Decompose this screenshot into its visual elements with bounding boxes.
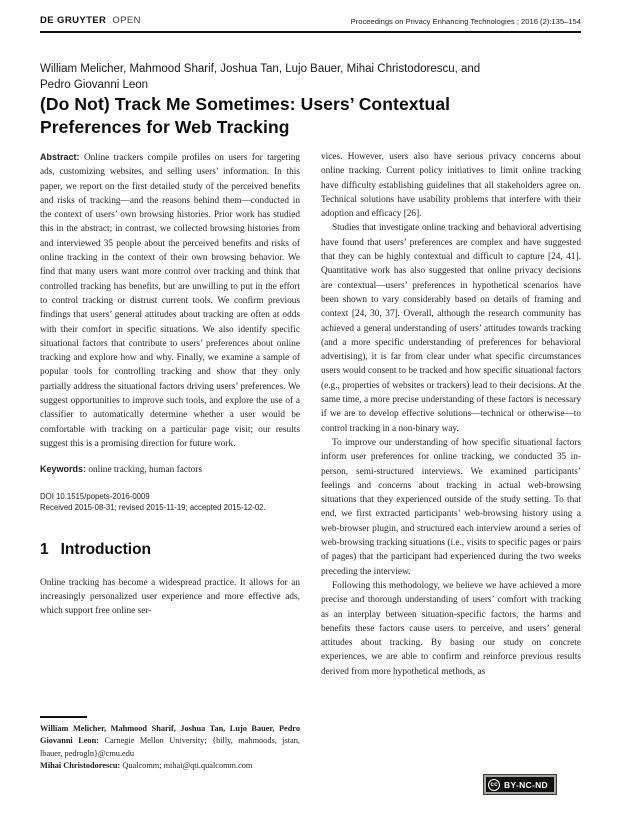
footnote-affiliation-2 [40,760,300,772]
author-list [40,62,570,93]
footnote-affiliation-1 [40,723,300,760]
keywords [40,462,300,477]
publisher-open-label: OPEN [112,15,141,26]
body-paragraph: To improve our understanding of how specific situational factors inform user preferences for online tracking, we conducted 35 in-person, semi-structured interviews. We examined participants’ feelings and concerns about tracking in actual web-browsing situations that they experienced outside of the study setting. To that end, we first extracted participants’ web-browsing history using a web-browser plugin, and structured each interview around a series of web-browsing tracking situations (i.e., visits to specific pages or pairs of pages) that the participant had experienced during the two weeks preceding the interview. [321,437,581,577]
footnote-block [40,716,300,772]
body-paragraph: Studies that investigate online tracking and behavioral advertising have found that users’ preferences are complex and have suggested that they can be highly contextual and difficult to capture [24, 41]. Quantitative work has also suggested that online privacy decisions are contextual—users’ preferences in hypothetical scenarios have been shown to vary considerably based on details of framing and context [24, 30, 37]. Overall, although the research community has achieved a general understanding of users’ attitudes towards tracking (and a more specific understanding of preferences for behavioral advertising), it is far from clear under what specific circumstances users would consent to be tracked and how specific situational factors (e.g., properties of websites or trackers) lead to their decisions. At the same time, a more precise understanding of these factors is necessary if we are to develop effective solutions—technical or otherwise—to control tracking in a non-binary way. [321,223,581,434]
publisher-logo [40,15,141,26]
footnote-rule [40,716,87,718]
section-1-number: 1 [40,540,49,558]
keywords-text: online tracking, human factors [88,465,202,476]
abstract-label: Abstract: [40,152,80,162]
right-column [321,150,581,772]
body-columns [40,150,581,772]
page-header [40,15,581,33]
body-paragraph: Following this methodology, we believe we have achieved a more precise and thorough understanding of users’ comfort with tracking as an interplay between situation-specific factors, the harms and benefits these factors cause users to perceive, and users’ general attitudes about tracking. By basing our study on concrete experiences, we are able to confirm and reinforce previous results derived from more hypothetical methods, as [321,580,581,677]
cc-license-label: BY-NC-ND [504,779,548,790]
doi-line: DOI 10.1515/popets-2016-0009 [40,491,150,501]
author-list-line2: Pedro Giovanni Leon [40,78,149,91]
abstract-text: Online trackers compile profiles on users for targeting ads, customizing websites, and selling users’ information. In this paper, we report on the first detailed study of the perceived benefits and risks of tracking—and the reasons behind them—conducted in the context of users’ own browsing histories. Prior work has studied this in the abstract; in contrast, we collected browsing histories from and interviewed 35 people about the perceived benefits and risks of online tracking in the context of their own browsing behavior. We find that many users want more control over tracking and think that controlled tracking has benefits, but are unwilling to put in the effort to control tracking or distrust current tools. We confirm previous findings that users’ general attitudes about tracking are often at odds with their comfort in specific situations. We also identify specific situational factors that contribute to users’ preferences about online tracking and explore how and why. Finally, we examine a sample of popular tools for controlling tracking and show that they only partially address the situational factors driving users’ preferences. We suggest opportunities to improve such tools, and explore the use of a classifier to automatically determine whether a user would be comfortable with tracking on a particular page visit; our results suggest this is a promising direction for future work. [40,153,300,449]
dates-line: Received 2015-08-31; revised 2015-11-19; accepted 2015-12-02. [40,503,266,513]
abstract [40,150,300,451]
cc-license-badge [484,775,556,794]
footnote-authors-1: William Melicher, Mahmood Sharif, Joshua Tan, Lujo Bauer, Pedro Giovanni Leon: [40,724,300,746]
paper-title: (Do Not) Track Me Sometimes: Users’ Contextual Preferences for Web Tracking [40,94,451,137]
keywords-label: Keywords: [40,464,87,475]
section-1-title: Introduction [60,540,152,558]
section-1-paragraph: Online tracking has become a widespread practice. It allows for an increasingly personalized user experience and more effective ads, which support free online ser- [40,577,300,617]
footnote-authors-2: Mihai Christodorescu: [40,760,121,770]
cc-icon: cc [488,779,500,791]
section-1-heading [40,541,300,559]
journal-reference: Proceedings on Privacy Enhancing Technologies ; 2016 (2):135–154 [350,17,581,26]
left-column [40,150,300,772]
footnote-affil-text-2: Qualcomm; mihai@qti.qualcomm.com [122,760,253,770]
body-paragraph: vices. However, users also have serious privacy concerns about online tracking. Current policy initiatives to limit online tracking have difficulty establishing guidelines that all stakeholders agree on. Technical solutions have usability problems that interfere with their adoption and efficacy [26]. [321,152,581,220]
author-list-line1: William Melicher, Mahmood Sharif, Joshua Tan, Lujo Bauer, Mihai Christodorescu, and [40,63,481,75]
footnote-affil-text-1: Carnegie Mellon University; {billy, mahmoods, jstan, lbauer, pedrogln}@cmu.edu [40,736,301,758]
publisher-name: DE GRUYTER [40,15,107,26]
